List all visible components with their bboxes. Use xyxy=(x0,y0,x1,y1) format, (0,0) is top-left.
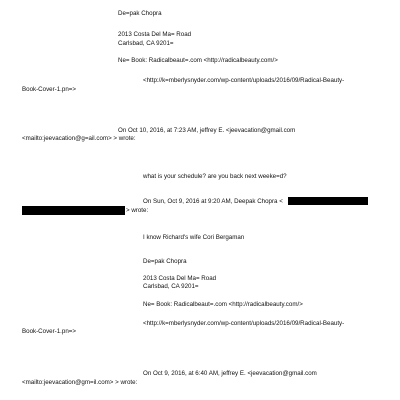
message-schedule: what is your schedule? are you back next weeke=d? xyxy=(143,173,287,180)
signature-url-line1: <http://k=mberlysnyder.com/wp-content/uploads/2016/09/Radical-Beauty- xyxy=(143,77,345,84)
signature-name: De=pak Chopra xyxy=(118,10,162,17)
signature-address-line1: 2013 Costa Del Ma= Road xyxy=(143,275,217,282)
redaction-bar xyxy=(288,197,368,205)
message-cori: I know Richard's wife Cori Bergaman xyxy=(143,234,245,241)
signature-name: De=pak Chopra xyxy=(143,258,187,265)
signature-url-line2: Book-Cover-1.pn=> xyxy=(22,86,76,93)
quote2-header-line2: > wrote: xyxy=(126,207,149,214)
quote-header-line2: <mailto:jeevacation@g=ail.com> > wrote: xyxy=(22,135,136,142)
signature-book-line: Ne= Book: Radicalbeaut=.com <http://radicalbeauty.com/> xyxy=(118,57,278,64)
signature-address-line1: 2013 Costa Del Ma= Road xyxy=(118,31,192,38)
signature-url-line1: <http://k=mberlysnyder.com/wp-content/uploads/2016/09/Radical-Beauty- xyxy=(143,320,345,327)
signature-book-line: Ne= Book: Radicalbeaut=.com <http://radicalbeauty.com/> xyxy=(143,301,303,308)
quote2-header-line1: On Sun, Oct 9, 2016 at 9:20 AM, Deepak Chopra < xyxy=(143,198,283,205)
signature-address-line2: Carlsbad, CA 9201= xyxy=(118,40,174,47)
quote3-header-line2: <mailto:jeevacation@gm=il.com> > wrote: xyxy=(22,379,138,386)
signature-address-line2: Carlsbad, CA 9201= xyxy=(143,283,199,290)
redaction-bar xyxy=(22,206,125,215)
quote3-header-line1: On Oct 9, 2016, at 6:40 AM, jeffrey E. <jeevacation@gmail.com xyxy=(143,370,317,377)
quote-header-line1: On Oct 10, 2016, at 7:23 AM, jeffrey E. <jeevacation@gmail.com xyxy=(118,127,296,134)
signature-url-line2: Book-Cover-1.pn=> xyxy=(22,328,76,335)
